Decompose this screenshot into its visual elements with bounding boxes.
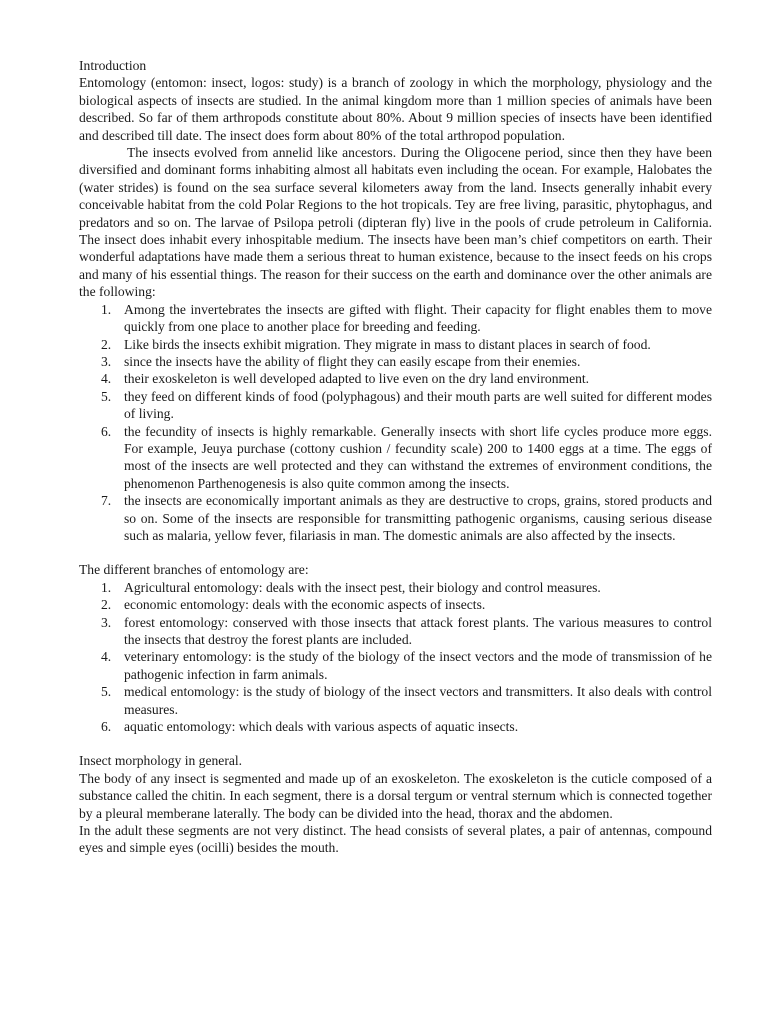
list-number: 6.: [101, 719, 112, 735]
list-number: 1.: [101, 579, 112, 595]
list-item-text: Agricultural entomology: deals with the insect pest, their biology and control measures.: [124, 579, 601, 595]
list-number: 4.: [101, 649, 112, 665]
list-number: 4.: [101, 371, 112, 387]
list-item-text: medical entomology: is the study of biology of the insect vectors and transmitters. It also deals with control measures.: [124, 684, 712, 717]
section-spacer: [79, 735, 712, 752]
morphology-paragraph-2: In the adult these segments are not very distinct. The head consists of several plates, a pair of antennas, compound eyes and simple eyes (ocilli) besides the mouth.: [79, 823, 712, 856]
morphology-paragraph-1: The body of any insect is segmented and made up of an exoskeleton. The exoskeleton is the cuticle composed of a substance called the chitin. In each segment, there is a dorsal tergum or ventral sternum which is connected together by a pleural memberane laterally. The body can be divided into the head, thorax and the abdomen.: [79, 770, 712, 821]
list-item-text: aquatic entomology: which deals with various aspects of aquatic insects.: [124, 719, 519, 735]
list-item-text: Like birds the insects exhibit migration. They migrate in mass to distant places in search of food.: [124, 336, 651, 352]
section-spacer: [79, 544, 712, 561]
list-item: [79, 718, 712, 735]
list-item-text: forest entomology: conserved with those insects that attack forest plants. The various measures to control the insects that destroy the forest plants are included.: [124, 614, 712, 647]
list-number: 2.: [101, 597, 112, 613]
branches-heading: The different branches of entomology are:: [79, 562, 309, 578]
list-number: 7.: [101, 493, 112, 509]
list-number: 6.: [101, 423, 112, 439]
list-number: 3.: [101, 614, 112, 630]
introduction-paragraph-1: Entomology (entomon: insect, logos: study) is a branch of zoology in which the morphology, physiology and the biological aspects of insects are studied. In the animal kingdom more than 1 million species of animals have been described. So far of them arthropods constitute about 80%. About 9 million species of insects have been identified and described till date. The insect does form about 80% of the total arthropod population.: [79, 75, 712, 143]
list-item: [79, 423, 712, 493]
list-item: [79, 336, 712, 353]
list-number: 3.: [101, 353, 112, 369]
list-item: [79, 579, 712, 596]
list-item-text: economic entomology: deals with the economic aspects of insects.: [124, 597, 486, 613]
branches-list: [79, 579, 712, 736]
list-item-text: since the insects have the ability of flight they can easily escape from their enemies.: [124, 353, 581, 369]
list-item-text: the fecundity of insects is highly remarkable. Generally insects with short life cycles produce more eggs. For example, Jeuya purchase (cottony cushion / fecundity scale) 200 to 1400 eggs at a time. The eggs of most of the insects are well protected and they can withstand the extremes of environment conditions, the phenomenon Parthenogenesis is also quite common among the insects.: [124, 423, 712, 491]
list-item-text: Among the invertebrates the insects are gifted with flight. Their capacity for flight enables them to move quickly from one place to another place for breeding and feeding.: [124, 301, 712, 335]
list-item: [79, 388, 712, 423]
list-item-text: veterinary entomology: is the study of the biology of the insect vectors and the mode of transmission of he pathogenic infection in farm animals.: [124, 649, 712, 682]
list-number: 1.: [101, 301, 112, 317]
list-item-text: the insects are economically important animals as they are destructive to crops, grains, stored products and so on. Some of the insects are responsible for transmitting pathogenic organisms, causing serious disease such as malaria, yellow fever, filariasis in man. The domestic animals are also affected by the insects.: [124, 493, 712, 543]
list-item: [79, 596, 712, 613]
morphology-heading: Insect morphology in general.: [79, 753, 243, 769]
list-item: [79, 648, 712, 683]
list-number: 2.: [101, 336, 112, 352]
list-item: [79, 614, 712, 649]
list-item: [79, 683, 712, 718]
document-page: [79, 57, 712, 857]
list-item: [79, 370, 712, 387]
introduction-heading: Introduction: [79, 58, 147, 73]
list-item: [79, 301, 712, 336]
list-number: 5.: [101, 684, 112, 700]
list-item: [79, 353, 712, 370]
introduction-paragraph-2: The insects evolved from annelid like ancestors. During the Oligocene period, since then they have been diversified and dominant forms inhabiting almost all habitats even including the ocean. For example, Halobates the (water strides) is found on the sea surface several kilometers away from the land. Insects generally inhabit every conceivable habitat from the cold Polar Regions to the hot tropicals. Tey are free living, parasitic, phytophagus, and predators and so on. The larvae of Psilopa petroli (dipteran fly) live in the pools of crude petroleum in California. The insect does inhabit every inhospitable medium. The insects have been man’s chief competitors on earth. Their wonderful adaptations have made them a serious threat to human existence, because to the insect feeds on his crops and many of his essential things. The reason for their success on the earth and dominance over the other animals are the following:: [79, 145, 712, 300]
list-number: 5.: [101, 388, 112, 404]
list-item-text: their exoskeleton is well developed adapted to live even on the dry land environment.: [124, 371, 590, 387]
list-item: [79, 492, 712, 544]
list-item-text: they feed on different kinds of food (polyphagous) and their mouth parts are well suited for different modes of living.: [124, 388, 712, 422]
success-reasons-list: [79, 301, 712, 545]
